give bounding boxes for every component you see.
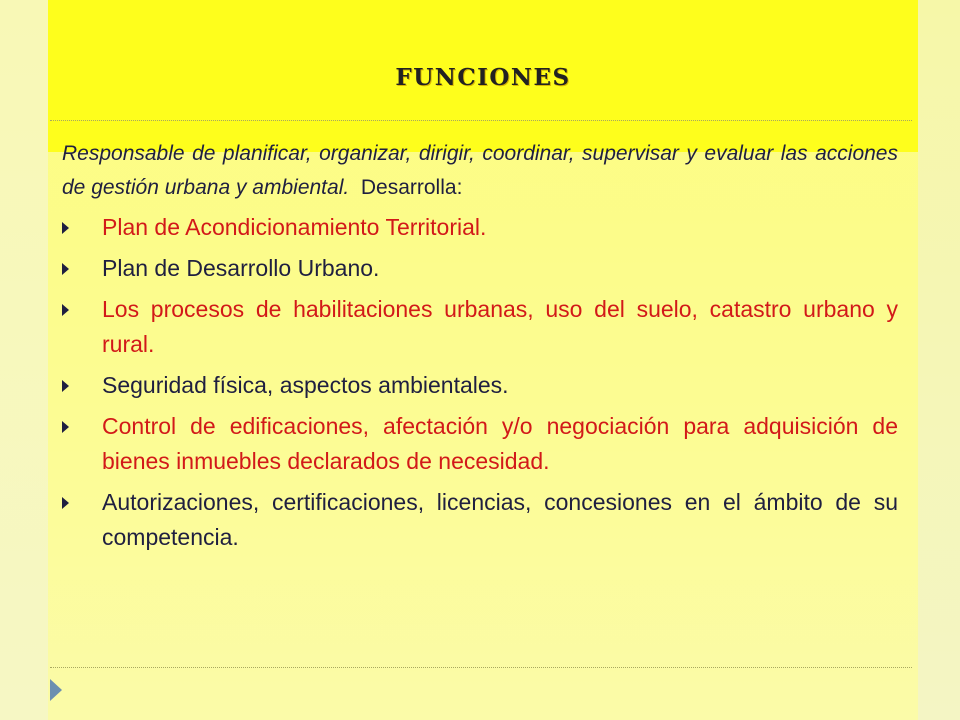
- right-margin-strip: [918, 0, 960, 720]
- triangle-right-icon: [62, 421, 69, 433]
- bullet-text: Control de edificaciones, afectación y/o negociación para adquisición de bienes inmuebles declarados de necesidad.: [102, 413, 898, 474]
- footer-triangle-icon: [50, 679, 62, 701]
- bullet-text: Plan de Desarrollo Urbano.: [102, 255, 380, 281]
- bullet-text: Autorizaciones, certificaciones, licencias, concesiones en el ámbito de su competencia.: [102, 489, 898, 550]
- bullet-item: [62, 251, 898, 286]
- bullet-item: [62, 485, 898, 555]
- triangle-right-icon: [62, 222, 69, 234]
- bullet-text: Los procesos de habilitaciones urbanas, uso del suelo, catastro urbano y rural.: [102, 296, 898, 357]
- bullet-text: Plan de Acondicionamiento Territorial.: [102, 214, 487, 240]
- triangle-right-icon: [62, 304, 69, 316]
- footer-divider: [50, 667, 912, 668]
- bullet-item: [62, 409, 898, 479]
- title-divider: [50, 120, 912, 121]
- intro-normal-text: Desarrolla:: [349, 176, 463, 199]
- slide-content: [62, 137, 898, 561]
- triangle-right-icon: [62, 380, 69, 392]
- bullet-text: Seguridad física, aspectos ambientales.: [102, 372, 509, 398]
- intro-paragraph: [62, 137, 898, 205]
- bullet-item: [62, 292, 898, 362]
- bullet-list: [62, 210, 898, 555]
- triangle-right-icon: [62, 263, 69, 275]
- bullet-item: [62, 368, 898, 403]
- slide-title: FUNCIONES: [395, 64, 571, 91]
- bullet-item: [62, 210, 898, 245]
- triangle-right-icon: [62, 497, 69, 509]
- intro-italic-text: Responsable de planificar, organizar, dirigir, coordinar, supervisar y evaluar las acciones de gestión urbana y ambiental.: [62, 142, 898, 199]
- left-margin-strip: [0, 0, 48, 720]
